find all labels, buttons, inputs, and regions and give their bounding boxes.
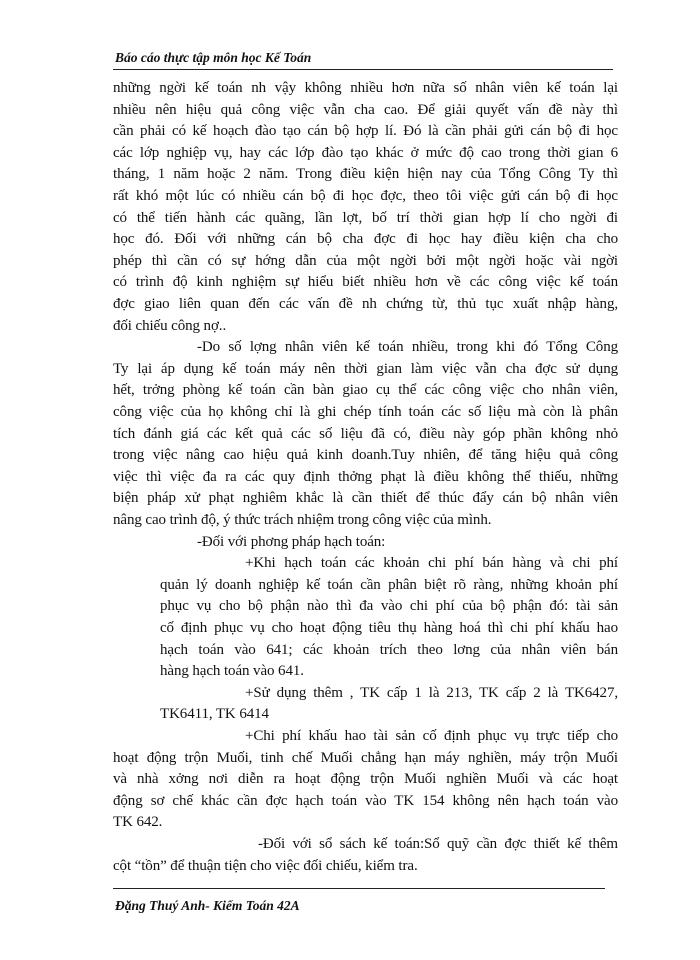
body-line: cần phải có kế hoạch đào tạo cán bộ hợp lí. Đó là cần phải gửi cán bộ đi học — [113, 123, 618, 140]
page-header-title: Báo cáo thực tập môn học Kế Toán — [115, 50, 312, 65]
body-line: +Sử dụng thêm , TK cấp 1 là 213, TK cấp 2 là TK6427, — [245, 684, 618, 701]
body-line: học đó. Đối với những cán bộ cha đợc đi học hay điều kiện cha cho — [113, 231, 618, 248]
body-line: công việc của họ không chỉ là ghi chép tính toán các số liệu mà còn là phân — [113, 404, 618, 420]
body-line: hạch toán vào 641; các khoản trích theo lơng của nhân viên bán — [160, 641, 618, 658]
body-line: hàng hạch toán vào 641. — [160, 663, 304, 680]
body-line: có trình độ kinh nghiệm sự hiểu biết nhiều hơn về các công việc kế toán — [113, 274, 618, 291]
body-line: cột “tồn” để thuận tiện cho việc đối chiếu, kiểm tra. — [113, 857, 418, 874]
body-line: trong việc nâng cao hiệu quả kinh doanh.Tuy nhiên, để tăng hiệu quả công — [113, 447, 618, 464]
body-line: các lớp nghiệp vụ, hay các lớp đào tạo khác ở mức độ cao trong thời gian 6 — [113, 144, 618, 161]
body-line: động sơ chế khác cần đợc hạch toán vào TK 154 không nên hạch toán vào — [113, 792, 618, 809]
body-line: biện pháp xử phạt nghiêm khắc là cần thiết để thúc đẩy cán bộ nhân viên — [113, 490, 618, 507]
body-line: đợc giao liên quan đến các vấn đề nh chứng từ, thủ tục xuất nhập hàng, — [113, 296, 618, 312]
body-line: -Do số lợng nhân viên kế toán nhiều, trong khi đó Tổng Công — [197, 339, 618, 356]
body-line: phép thì cần có sự hớng dẫn của một ngời bởi một ngời hoặc vài ngời — [113, 252, 618, 269]
body-line: việc thì việc đa ra các quy định thởng phạt là điều không thể thiếu, những — [113, 468, 618, 485]
body-line: nhiều nên hiệu quả công việc vẫn cha cao. Để giải quyết vấn đề này thì — [113, 101, 618, 118]
body-line: phục vụ cho bộ phận nào thì đa vào chi phí của bộ phận đó: tài sản — [160, 598, 618, 615]
footer-rule — [113, 888, 605, 889]
body-line: hoạt động trộn Muối, tinh chế Muối chẳng hạn máy nghiền, máy trộn Muối — [113, 749, 618, 766]
header-rule — [113, 69, 613, 70]
body-line: quản lý doanh nghiệp kế toán cần phân biệt rõ ràng, những khoản phí — [160, 576, 618, 593]
body-line: nâng cao trình độ, ý thức trách nhiệm trong công việc của mình. — [113, 512, 492, 528]
body-line: hết, trởng phòng kế toán cần bàn giao cụ thể các công việc cho nhân viên, — [113, 382, 618, 399]
page-footer-author: Đặng Thuý Anh- Kiểm Toán 42A — [115, 898, 300, 913]
body-line: cố định phục vụ cho hoạt động tiêu thụ hàng hoá thì chi phí khấu hao — [160, 620, 618, 636]
body-line: TK 642. — [113, 814, 163, 831]
body-line: tháng, 1 năm hoặc 2 năm. Trong điều kiện hiện nay của Tổng Công Ty thì — [113, 166, 618, 183]
body-line: Ty lại áp dụng kế toán máy nên thời gian làm việc vẫn cha đợc sử dụng — [113, 360, 618, 377]
body-line: -Đối với sổ sách kế toán:Sổ quỹ cần đợc thiết kế thêm — [258, 836, 618, 852]
body-line: rất khó một lúc có nhiều cán bộ đi học đợc, theo tôi việc gửi cán bộ đi học — [113, 188, 618, 204]
body-line: và nhà xởng nơi diễn ra hoạt động trộn Muối nghiền Muối và các hoạt — [113, 771, 618, 788]
body-line: +Khi hạch toán các khoản chi phí bán hàng và chi phí — [245, 555, 618, 572]
body-line: đối chiếu công nợ.. — [113, 317, 227, 334]
body-line: những ngời kế toán nh vậy không nhiều hơn nữa số nhân viên kế toán lại — [113, 80, 618, 96]
body-line: TK6411, TK 6414 — [160, 706, 269, 723]
body-line: +Chi phí khấu hao tài sản cố định phục vụ trực tiếp cho — [245, 728, 618, 744]
section-heading: -Đối với phơng pháp hạch toán: — [197, 533, 386, 550]
body-line: có thể tiến hành các quãng, lần lợt, bố trí thời gian hợp lí cho ngời đi — [113, 209, 618, 226]
body-line: tích đánh giá các kết quả các số liệu đã có, điều này góp phần không nhỏ — [113, 425, 618, 442]
